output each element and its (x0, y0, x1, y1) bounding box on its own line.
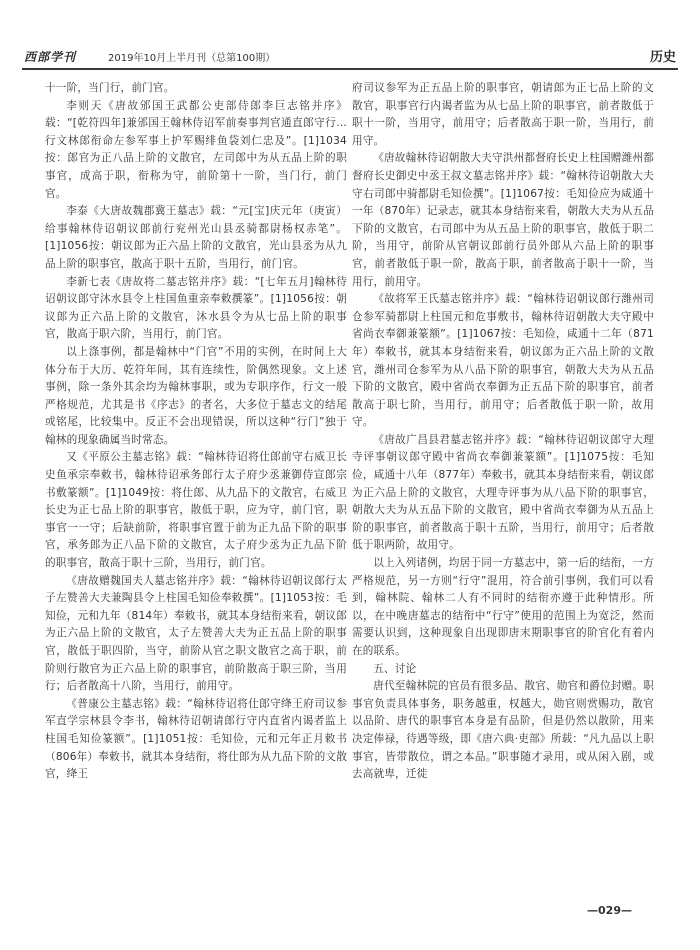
paragraph: 李泰《大唐故魏郡冀王墓志》载：“元[宝]庆元年（庚寅）给事翰林侍诏朝议郎前行兖州光山县丞骑都尉杨权赤笔”。[1]1056按：朝议郎为正六品上阶的文散官，光山县丞为从九品上阶的职事官，散高于职十五阶，当用行，前门官。 (45, 205, 347, 270)
issue-info: 2019年10月上半月刊（总第100期） (108, 53, 276, 64)
section-heading: 五、讨论 (373, 662, 417, 675)
paragraph: 府司议参军为正五品上阶的职事官，朝请郎为正七品上阶的文散官，职事官行内谒者监为从七品上阶的职事官，前者散低于职十一阶，当用守，前用守；后者散高于职一阶，当用行，前用守。 (352, 82, 654, 147)
paragraph: 《唐故赠魏国夫人墓志铭并序》载：“翰林待诏朝议郎行太子左赞善大夫兼陶县令上柱国毛知俭奉敕撰”。[1]1053按：毛知俭，元和九年（814年）奉敕书，就其本身结衔来看，朝议郎为正六品上阶的文散官，太子左赞善大夫为正五品上阶的职事官，散低于职四阶，当守，前阶从官之职文散官之高于职，前阶则行散官为正六品上阶的职事官，前阶散高于职三阶，当用行；后者散高十八阶，当用行，前用守。 (45, 574, 347, 693)
paragraph: 又《平原公主墓志铭》载：“翰林待诏将仕郎前守右威卫长史鱼承宗奉敕书，翰林待诏承务郎行太子府少丞兼御侍宣郎宗书敷篆额”。[1]1049按：将仕郎、从九品下的文散官，右威卫长史为正七品上阶的职事官，散低于职，应为守，前门官，职事官一一守；后缺前阶，将职事官置于前为正九品下阶的职事官，承务郎为正八品下阶的文散官，太子府少丞为正九品下阶的职事官，散高于职十三阶，当用行，前门官。 (45, 451, 347, 570)
paragraph: 唐代至翰林院的官员有很多品、散官、勋官和爵位封赠。职事官负责具体事务，职务越重，权越大，勋官则赏赐功，散官以品阶、唐代的职事官本身是有品阶，但是仍然以散阶，用来决定俸禄，待遇等级，即《唐六典·吏部》所载：“凡九品以上职事官，皆带散位，谓之本品。”职事随才录用，或从闲入剧，或去高就卑，迁徙 (352, 680, 654, 781)
paragraph: 以上入列诸例，均居于同一方墓志中，第一后的结衔，一方严格规范，另一方则“行守”混用，符合前引事例，我们可以看到，翰林院、翰林二人有不同时的结衔亦遵于此种情形。所以，在中晚唐墓志的结衔中“行守”使用的范围上为宽泛，然而需要认识到，这种现象自出现即唐末期职事官的阶官化有着内在的联系。 (352, 557, 654, 657)
right-column (352, 80, 654, 784)
paragraph: 以上涤事例，都是翰林中“门官”不用的实例，在时间上大体分布于大历、乾符年间，其有连续性，阶偶然现象。文上述事例，除一条外其余均为翰林事职，或为专职序作，行文一般严格规范，尤其是书《序志》的者名，大多位于墓志文的结尾或铭尾，比较集中。反正不会出现错误，所以这种“行门”独于翰林的现象确属当时常态。 (45, 345, 347, 446)
page-header (22, 46, 678, 70)
page-number: —029— (587, 904, 632, 917)
paragraph: 《唐故翰林待诏朝散大夫守洪州都督府长史上柱国赠潍州都督府长史御史中丞王叔文墓志铭并序》载：“翰林待诏朝散大夫守右司郎中骑都尉毛知俭撰”。[1]1067按：毛知俭应为咸通十一年（870年）记录志，就其本身结衔来看，朝散大夫为从五品下阶的文散官，右司郎中为从五品上阶的职事官，散低于职二阶，当用守，前阶从官朝议郎前行员外郎从六品上阶的职事官，前者散低于职一阶，散高于职，前者散高于职十一阶，当用行，前用守。 (352, 152, 654, 288)
paragraph: 李则天《唐故邠国王武都公吏部侍郎李巨志铭并序》载：“[乾符四年]兼邠国王翰林侍诏军前奏事判官通直郎守行...行文林郎衔命左参军事上护军赐绯鱼袋刘仁忠及”。[1]1034按：郎官为正八品上阶的文散官，左司郎中为从五品上阶的职事官，成高于职，衔称为守，前阶第十一阶，当门行，前门官。 (45, 99, 347, 200)
paragraph: 李新七表《唐故将二墓志铭并序》载：“[七年五月]翰林待诏朝议郎守沐水县令上柱国鱼重亲奉敕撰篆”。[1]1056按：朝议郎为正六品上阶的文散官，沐水县令为从七品上阶的职事官，散高于职六阶，当用行，前门官。 (45, 275, 347, 341)
paragraph: 《唐故广昌县君墓志铭并序》载：“翰林待诏朝议郎守大理寺评事朝议郎守殿中省尚衣奉御兼篆额”。[1]1075按：毛知俭，咸通十八年（877年）奉敕书，就其本身结衔来看，朝议郎为正六品上阶的文散官，大理寺评事为从八品下阶的职事官，朝散大夫为从五品下阶的文散官，殿中省尚衣奉御为从五品上阶的职事官，前者散高于职十五阶，当用行，前用守；后者散低于职两阶，故用守。 (352, 433, 654, 552)
journal-name: 西部学刊 (24, 50, 77, 64)
paragraph: 十一阶，当门行，前门官。 (45, 82, 175, 94)
paragraph: 《故将军王氏墓志铭并序》载：“翰林待诏朝议郎行潍州司仓参军骑都尉上柱国元和危事敷书，翰林待诏朝散大夫守殿中省尚衣奉御兼篆额”。[1]1067按：毛知俭，咸通十二年（871年）奉敕书，就其本身结衔来看，朝议郎为正六品上阶的文散官，潍州司仓参军为从八品下阶的职事官，朝散大夫为从五品下阶的文散官，殿中省尚衣奉御为正五品下阶的职事官，前者散高于职七阶，当用行，前用守；后者散低于职一阶，故用守。 (352, 293, 654, 429)
left-column (45, 80, 347, 784)
section-label: 历史 (649, 50, 676, 65)
paragraph: 《普康公主墓志铭》载：“翰林待诏将仕郎守绛王府司议参军直学宗林县令李书，翰林待诏朝请郎行守内直省内谒者监上柱国毛知俭篆额”。[1]1051按：毛知俭，元和元年正月敕书（806年）奉敕书，就其本身结衔，将仕郎为从九品下阶的文散官，绛王 (45, 697, 347, 781)
